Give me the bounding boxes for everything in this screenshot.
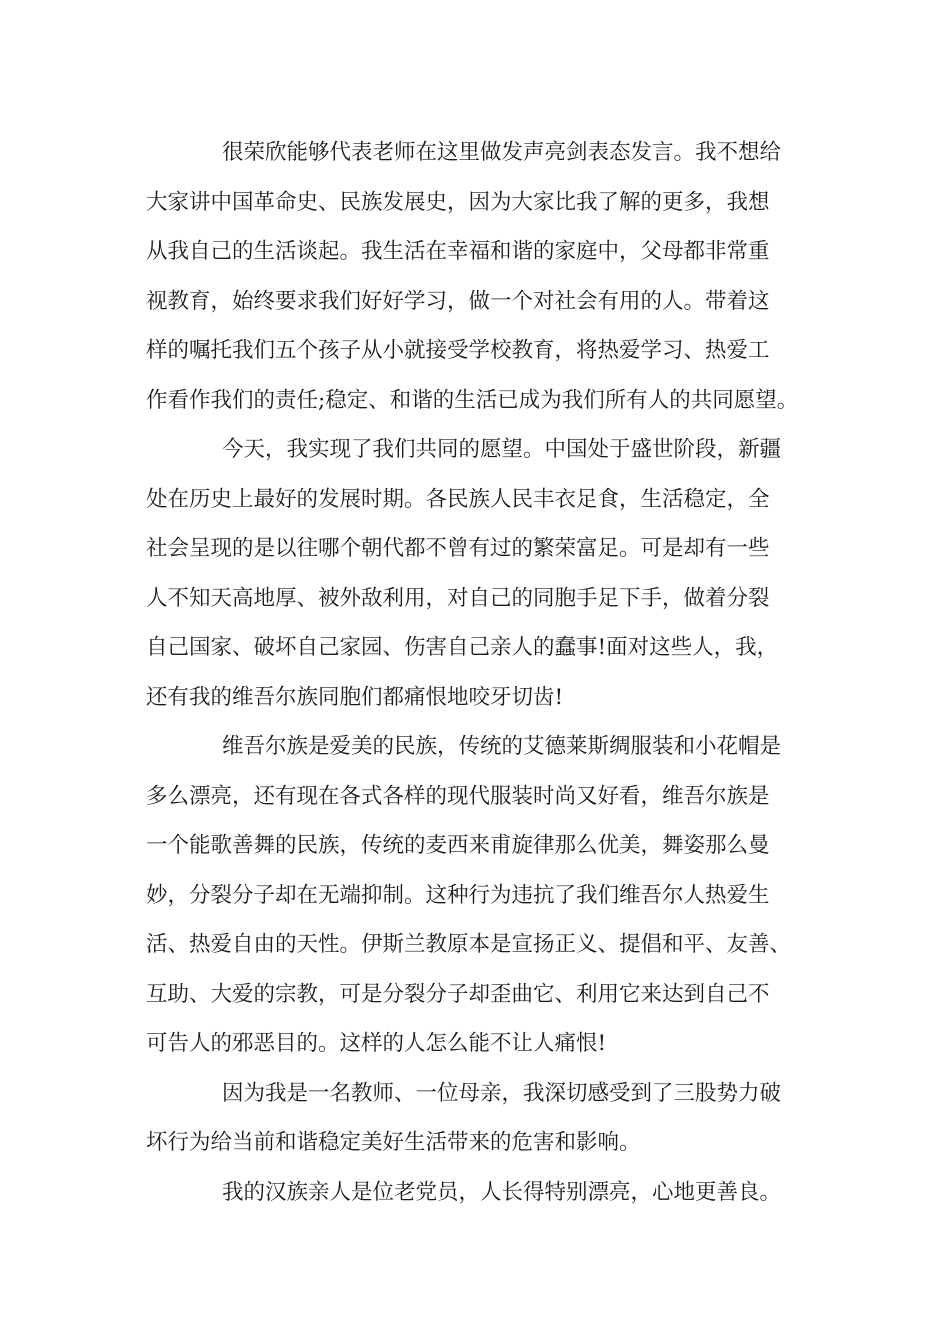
text-line: 可告人的邪恶目的。这样的人怎么能不让人痛恨! bbox=[146, 1031, 607, 1056]
paragraph-1 bbox=[146, 128, 806, 425]
text-line: 社会呈现的是以往哪个朝代都不曾有过的繁荣富足。可是却有一些 bbox=[146, 536, 770, 561]
text-line: 互助、大爱的宗教，可是分裂分子却歪曲它、利用它来达到自己不 bbox=[146, 981, 770, 1007]
paragraph-5 bbox=[146, 1168, 806, 1218]
text-line: 从我自己的生活谈起。我生活在幸福和谐的家庭中，父母都非常重 bbox=[146, 239, 770, 264]
text-line: 大家讲中国革命史、民族发展史，因为大家比我了解的更多，我想 bbox=[146, 189, 770, 215]
text-line: 作看作我们的责任;稳定、和谐的生活已成为我们所有人的共同愿望。 bbox=[146, 387, 799, 413]
text-line: 自己国家、破坏自己家园、伤害自己亲人的蠢事!面对这些人，我， bbox=[146, 635, 779, 660]
text-line: 处在历史上最好的发展时期。各民族人民丰衣足食，生活稳定，全 bbox=[146, 486, 770, 512]
text-line: 今天，我实现了我们共同的愿望。中国处于盛世阶段，新疆 bbox=[222, 437, 782, 462]
text-line: 一个能歌善舞的民族，传统的麦西来甫旋律那么优美，舞姿那么曼 bbox=[146, 833, 770, 858]
paragraph-4 bbox=[146, 1069, 806, 1168]
paragraph-3 bbox=[146, 722, 806, 1069]
text-line: 视教育，始终要求我们好好学习，做一个对社会有用的人。带着这 bbox=[146, 288, 770, 314]
text-line: 人不知天高地厚、被外敌利用，对自己的同胞手足下手，做着分裂 bbox=[146, 585, 770, 611]
text-line: 还有我的维吾尔族同胞们都痛恨地咬牙切齿! bbox=[146, 684, 564, 710]
text-line: 妙，分裂分子却在无端抑制。这种行为违抗了我们维吾尔人热爱生 bbox=[146, 882, 770, 908]
text-line: 活、热爱自由的天性。伊斯兰教原本是宣扬正义、提倡和平、友善、 bbox=[146, 932, 792, 957]
text-line: 我的汉族亲人是位老党员，人长得特别漂亮，心地更善良。 bbox=[222, 1179, 782, 1205]
text-line: 坏行为给当前和谐稳定美好生活带来的危害和影响。 bbox=[146, 1130, 641, 1155]
text-line: 因为我是一名教师、一位母亲，我深切感受到了三股势力破 bbox=[222, 1080, 782, 1106]
document-body bbox=[146, 128, 806, 1217]
text-line: 很荣欣能够代表老师在这里做发声亮剑表态发言。我不想给 bbox=[222, 140, 782, 165]
text-line: 多么漂亮，还有现在各式各样的现代服装时尚又好看，维吾尔族是 bbox=[146, 783, 770, 809]
text-line: 样的嘱托我们五个孩子从小就接受学校教育，将热爱学习、热爱工 bbox=[146, 338, 770, 363]
paragraph-2 bbox=[146, 425, 806, 722]
text-line: 维吾尔族是爱美的民族，传统的艾德莱斯绸服装和小花帽是 bbox=[222, 734, 782, 759]
